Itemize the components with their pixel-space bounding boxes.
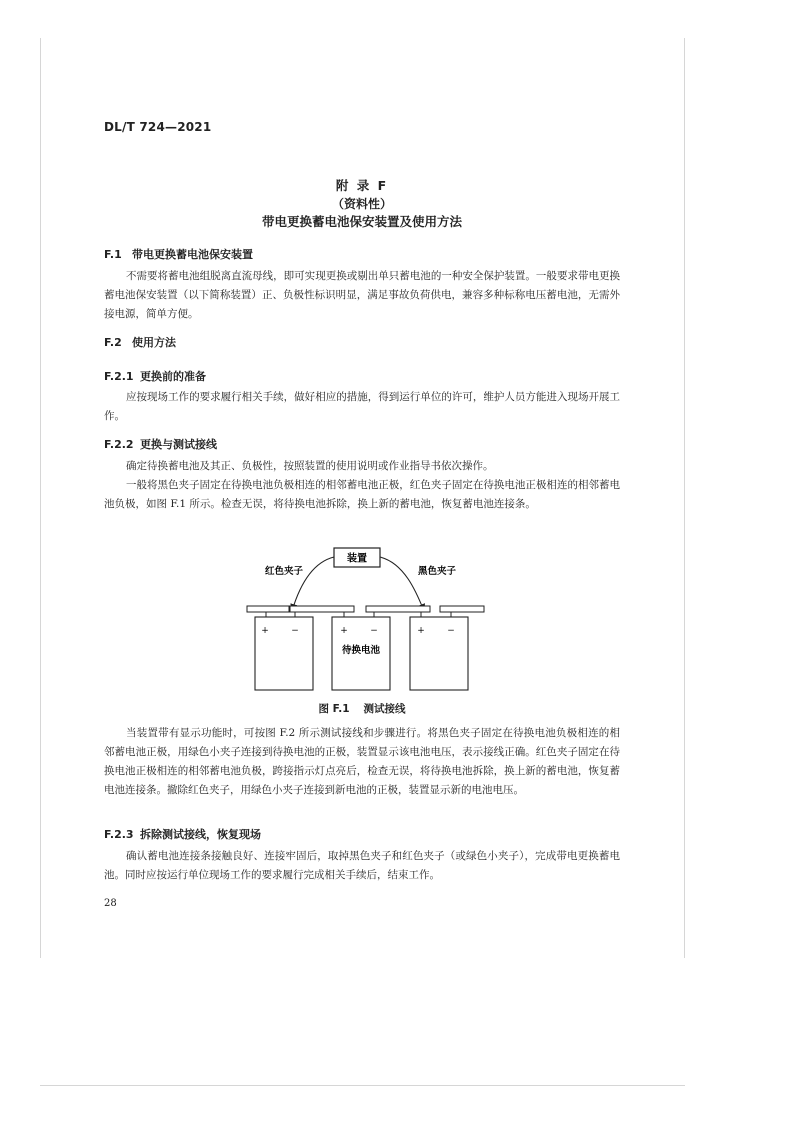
section-number: F.1 — [104, 248, 122, 261]
section-f1-paragraph: 不需要将蓄电池组脱离直流母线，即可实现更换或剔出单只蓄电池的一种安全保护装置。一般要求带电更换蓄电池保安装置（以下简称装置）正、负极性标识明显，满足事故负荷供电，兼容多种标称电压蓄电池，无需外接电源，简单方便。 — [104, 270, 620, 320]
red-clip-label: 红色夹子 — [265, 566, 304, 577]
connection-strip — [440, 606, 484, 612]
plus-mark: + — [417, 626, 425, 636]
minus-mark: − — [370, 626, 378, 636]
plus-mark: + — [261, 626, 269, 636]
connection-strip — [290, 606, 354, 612]
minus-mark: − — [447, 626, 455, 636]
section-title: 带电更换蓄电池保安装置 — [132, 248, 253, 261]
black-clip-label: 黑色夹子 — [418, 566, 457, 577]
section-number: F.2.2 — [104, 438, 134, 451]
connection-strip — [247, 606, 289, 612]
connection-strip — [366, 606, 430, 612]
section-f22-paragraph-1: 确定待换蓄电池及其正、负极性，按照装置的使用说明或作业指导书依次操作。 — [126, 460, 494, 472]
appendix-main-title: 带电更换蓄电池保安装置及使用方法 — [261, 214, 462, 229]
battery-to-replace-label: 待换电池 — [341, 645, 381, 656]
figure-caption — [104, 701, 620, 716]
section-f21-paragraph: 应按现场工作的要求履行相关手续，做好相应的措施，得到运行单位的许可，维护人员方能进入现场开展工作。 — [104, 391, 620, 422]
section-title: 拆除测试接线，恢复现场 — [140, 828, 261, 841]
page-number: 28 — [104, 898, 117, 909]
minus-mark: − — [291, 626, 299, 636]
plus-mark: + — [340, 626, 348, 636]
section-f23-paragraph: 确认蓄电池连接条接触良好、连接牢固后，取掉黑色夹子和红色夹子（或绿色小夹子），完成带电更换蓄电池。同时应按运行单位现场工作的要求履行完成相关手续后，结束工作。 — [104, 850, 620, 881]
page-frame-left — [40, 38, 41, 958]
figure-caption-title: 测试接线 — [363, 703, 406, 715]
device-label: 装置 — [347, 553, 367, 565]
page-frame-right — [684, 38, 685, 958]
section-f22-paragraph-2: 一般将黑色夹子固定在待换电池负极相连的相邻蓄电池正极，红色夹子固定在待换电池正极相连的相邻蓄电池负极，如图 F.1 所示。检查无误，将待换电池拆除，换上新的蓄电池，恢复蓄电池连接条。 — [104, 479, 620, 510]
section-title: 更换与测试接线 — [140, 438, 217, 451]
section-number: F.2.3 — [104, 828, 134, 841]
section-title: 使用方法 — [132, 336, 176, 349]
section-number: F.2 — [104, 336, 122, 349]
section-f1-heading — [104, 246, 253, 262]
figure-test-wiring — [240, 543, 490, 693]
page-frame-bottom — [40, 1085, 685, 1086]
appendix-title: 附 录 F — [335, 178, 389, 193]
section-title: 更换前的准备 — [140, 370, 206, 383]
section-f22-heading — [104, 436, 217, 452]
document-code: DL/T 724—2021 — [104, 120, 212, 134]
section-f21-heading — [104, 368, 206, 384]
section-f22-paragraph-3: 当装置带有显示功能时，可按图 F.2 所示测试接线和步骤进行。将黑色夹子固定在待换电池负极相连的相邻蓄电池正极，用绿色小夹子连接到待换电池的正极，装置显示该电池电压，表示接线正确。红色夹子固定在待换电池正极相连的相邻蓄电池负极，跨接指示灯点亮后，检查无误，将待换电池拆除，换上新的蓄电池，恢复蓄电池连接条。撤除红色夹子，用绿色小夹子连接到新电池的正极，装置显示新的电池电压。 — [104, 727, 620, 796]
section-f23-heading — [104, 826, 261, 842]
appendix-subtitle: （资料性） — [331, 197, 392, 211]
section-number: F.2.1 — [104, 370, 134, 383]
figure-caption-number: 图 F.1 — [318, 703, 350, 715]
section-f2-heading — [104, 334, 176, 350]
